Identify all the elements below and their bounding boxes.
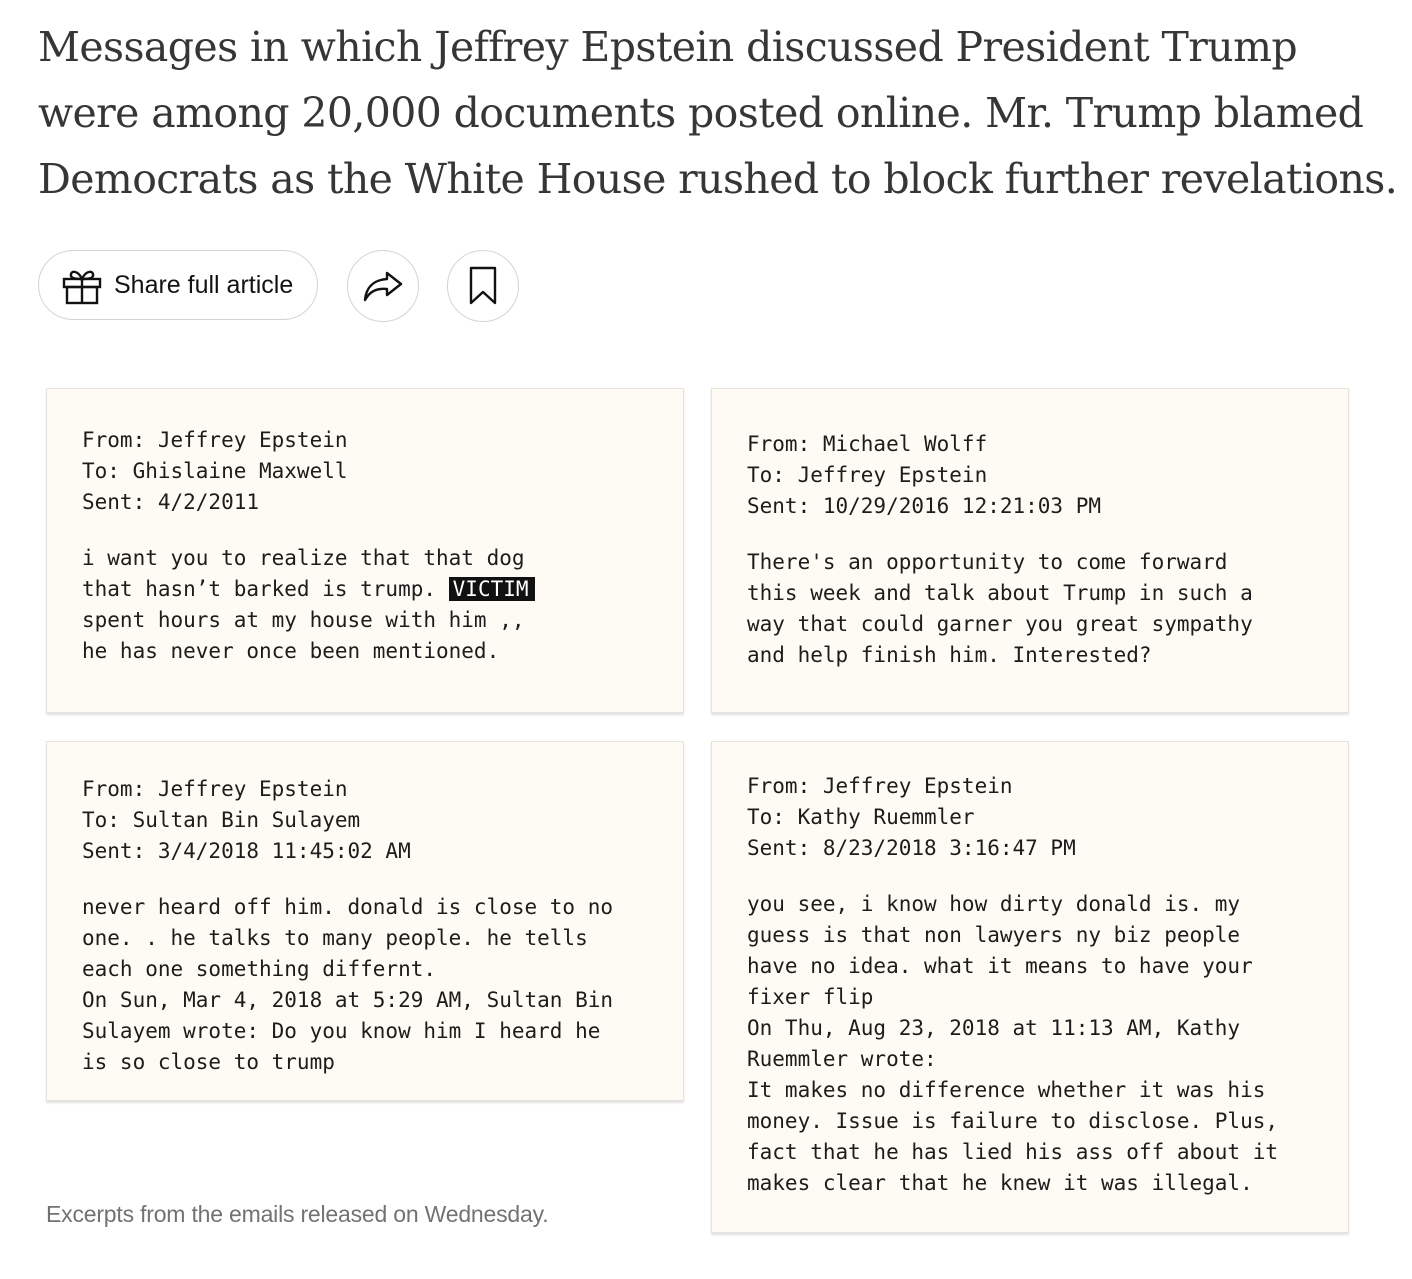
share-button-label: Share full article — [114, 271, 294, 299]
email-sent: Sent: 10/29/2016 12:21:03 PM — [747, 494, 1102, 518]
email-excerpt-card — [46, 388, 684, 713]
summary-line: Democrats as the White House rushed to block further revelations. — [38, 155, 1398, 203]
email-to: To: Ghislaine Maxwell — [82, 459, 348, 483]
email-from: From: Jeffrey Epstein — [82, 428, 348, 452]
save-bookmark-button[interactable] — [447, 250, 519, 322]
email-body — [82, 543, 683, 667]
email-sent: Sent: 3/4/2018 11:45:02 AM — [82, 839, 411, 863]
email-sent: Sent: 4/2/2011 — [82, 490, 260, 514]
bookmark-icon — [468, 266, 498, 306]
email-excerpt-card — [46, 741, 684, 1101]
article-summary — [38, 14, 1398, 212]
gift-icon — [61, 266, 103, 306]
email-to: To: Jeffrey Epstein — [747, 463, 988, 487]
summary-line: were among 20,000 documents posted online. Mr. Trump blamed — [38, 89, 1364, 137]
email-from: From: Jeffrey Epstein — [82, 777, 348, 801]
share-arrow-icon — [361, 269, 405, 303]
redaction-label: VICTIM — [449, 577, 535, 601]
email-body-text: spent hours at my house with him ,, he has never once been mentioned. — [82, 608, 525, 663]
email-excerpt-card — [711, 388, 1349, 713]
email-sent: Sent: 8/23/2018 3:16:47 PM — [747, 836, 1076, 860]
email-to: To: Sultan Bin Sulayem — [82, 808, 361, 832]
email-body: There's an opportunity to come forward this week and talk about Trump in such a way that could garner you great sympathy and help finish him. Interested? — [747, 550, 1253, 667]
email-body: you see, i know how dirty donald is. my guess is that non lawyers ny biz people have no idea. what it means to have your fixer flip On Thu, Aug 23, 2018 at 11:13 AM, Kathy Ruemmler wrote: It makes no difference whether it was his money. Issue is failure to disclose. Plus, fact that he has lied his ass off about it makes clear that he knew it was illegal. — [747, 892, 1279, 1195]
share-full-article-button[interactable] — [38, 250, 318, 320]
email-from: From: Michael Wolff — [747, 432, 988, 456]
summary-line: Messages in which Jeffrey Epstein discussed President Trump — [38, 23, 1298, 71]
email-body: never heard off him. donald is close to no one. . he talks to many people. he tells each one something differnt. On Sun, Mar 4, 2018 at 5:29 AM, Sultan Bin Sulayem wrote: Do you know him I heard he is so close to trump — [82, 895, 614, 1074]
email-body-text: i want you to realize that that dog that hasn’t barked is trump. — [82, 546, 525, 601]
email-to: To: Kathy Ruemmler — [747, 805, 975, 829]
share-button[interactable] — [347, 250, 419, 322]
email-from: From: Jeffrey Epstein — [747, 774, 1013, 798]
figure-caption: Excerpts from the emails released on Wednesday. — [46, 1201, 549, 1227]
email-excerpt-card — [711, 741, 1349, 1233]
